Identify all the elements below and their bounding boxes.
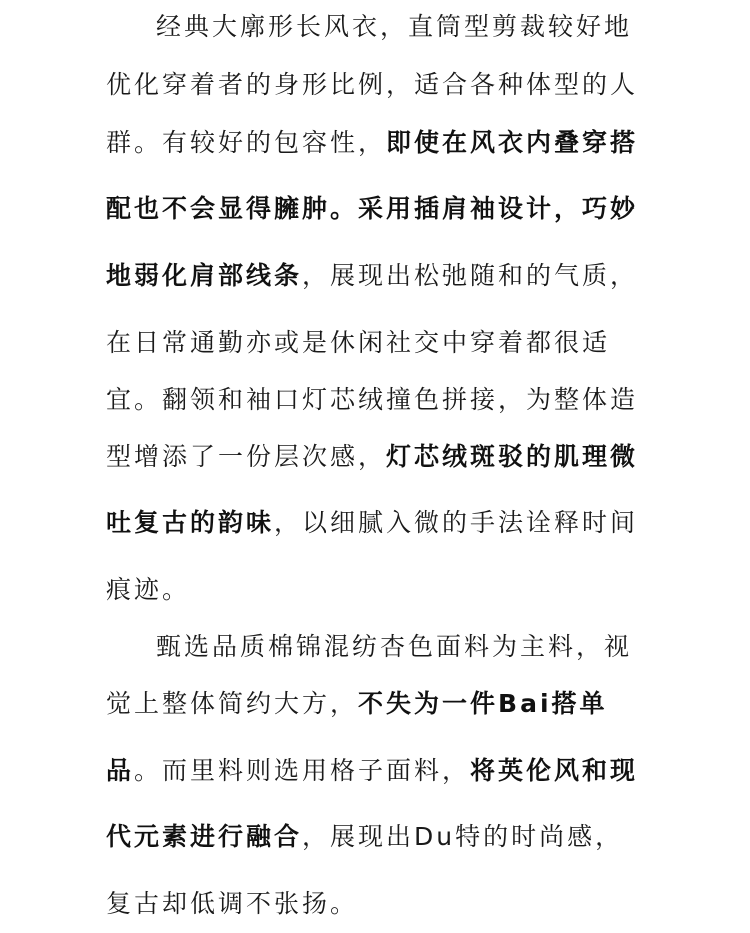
bold-text-run: 灯芯绒斑驳的肌理微 [386, 442, 639, 471]
bold-text-run: 配也不会显得臃肿。采用插肩袖设计，巧妙 [106, 194, 639, 223]
text-run: 复古却低调不张扬。 [106, 889, 359, 918]
text-run: 型增添了一份层次感， [106, 442, 387, 471]
text-run: ，以细腻入微的手法诠释时间 [274, 508, 639, 537]
text-line [156, 12, 632, 42]
bold-text-run: 不失为一件Bai搭单 [358, 689, 608, 718]
text-line [106, 442, 638, 472]
text-run: 在日常通勤亦或是休闲社交中穿着都很适 [106, 328, 611, 357]
text-run: ，展现出Du特的时尚感， [302, 822, 624, 851]
text-line [106, 328, 610, 358]
text-run: 优化穿着者的身形比例，适合各种体型的人 [106, 70, 639, 99]
text-line [106, 756, 638, 786]
text-run: 觉上整体简约大方， [106, 689, 359, 718]
text-run: ，展现出松弛随和的气质， [302, 261, 639, 290]
text-line [106, 385, 638, 415]
text-line [106, 261, 638, 291]
text-line [106, 70, 638, 100]
text-line [106, 822, 623, 852]
text-line [106, 194, 638, 224]
text-run: 群。有较好的包容性， [106, 128, 387, 157]
text-line [106, 889, 358, 919]
bold-text-run: 将英伦风和现 [470, 756, 639, 785]
bold-text-run: 地弱化肩部线条 [106, 261, 303, 290]
text-run: 痕迹。 [106, 575, 191, 604]
text-line [156, 632, 632, 662]
text-run: 甄选品质棉锦混纺杏色面料为主料，视 [156, 632, 633, 661]
bold-text-run: 品 [106, 756, 135, 785]
text-line [106, 689, 608, 719]
text-line [106, 128, 638, 158]
text-run: 。而里料则选用格子面料， [134, 756, 471, 785]
text-line [106, 575, 190, 605]
bold-text-run: 即使在风衣内叠穿搭 [386, 128, 639, 157]
text-run: 经典大廓形长风衣，直筒型剪裁较好地 [156, 12, 633, 41]
bold-text-run: 吐复古的韵味 [106, 508, 275, 537]
text-run: 宜。翻领和袖口灯芯绒撞色拼接，为整体造 [106, 385, 639, 414]
bold-text-run: 代元素进行融合 [106, 822, 303, 851]
text-line [106, 508, 638, 538]
